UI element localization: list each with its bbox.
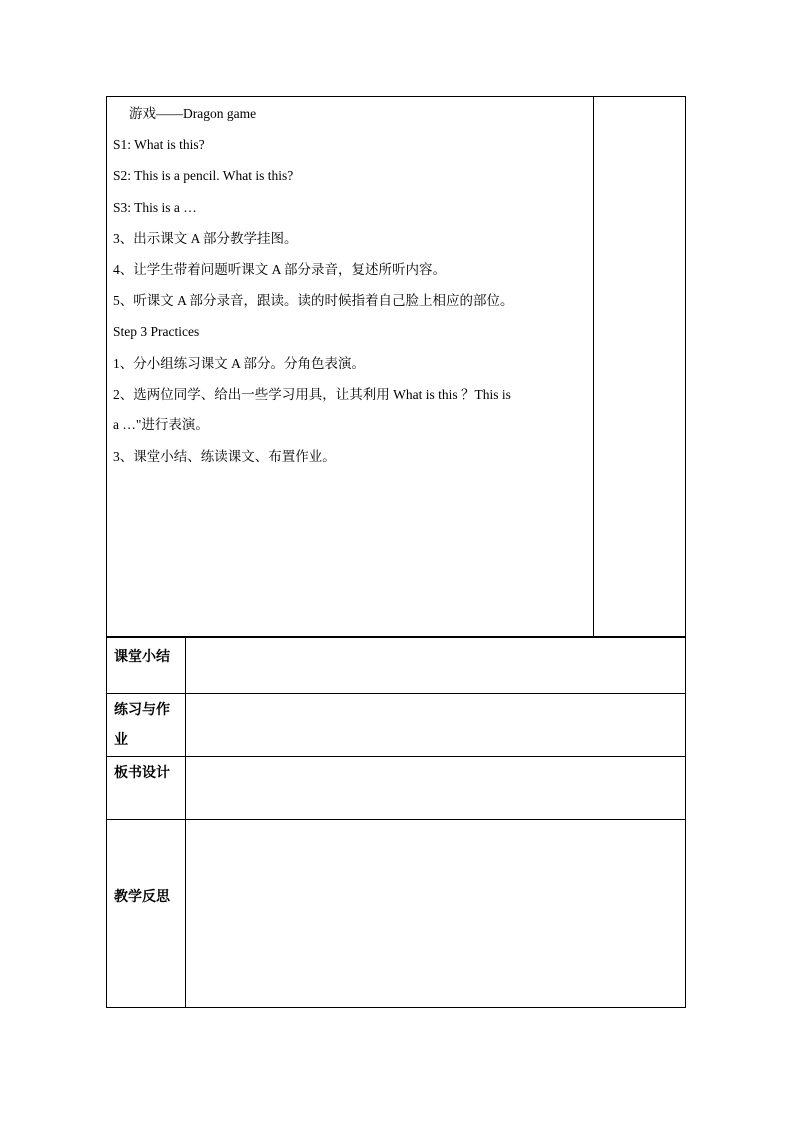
- activity-line: 2、选两位同学、给出一些学习用具，让其利用 What is this ？This is: [113, 387, 511, 402]
- notes-column-divider: [593, 97, 594, 636]
- activity-line: 游戏——Dragon game: [129, 106, 257, 121]
- activity-line: S3: This is a …: [113, 200, 197, 215]
- reflection-label: 教学反思: [114, 889, 170, 905]
- summary-content: [186, 638, 685, 693]
- homework-label-cell: [107, 694, 186, 756]
- activity-line: 3、出示课文 A 部分教学挂图。: [113, 231, 298, 246]
- activity-line: 1、分小组练习课文 A 部分。分角色表演。: [113, 356, 366, 371]
- reflection-label-cell: [107, 820, 186, 1007]
- teaching-process-cell: [106, 96, 686, 637]
- reflection-content: [186, 820, 685, 1007]
- blackboard-row: [106, 757, 686, 820]
- blackboard-label: 板书设计: [114, 765, 170, 781]
- activity-line: S2: This is a pencil. What is this?: [113, 168, 294, 183]
- activity-line: 4、让学生带着问题听课文 A 部分录音，复述所听内容。: [113, 262, 447, 277]
- homework-content: [186, 694, 685, 756]
- homework-label-line1: 练习与作: [114, 702, 170, 718]
- blackboard-label-cell: [107, 757, 186, 819]
- homework-row: [106, 694, 686, 757]
- activity-line: 3、课堂小结、练读课文、布置作业。: [113, 449, 336, 464]
- blackboard-content: [186, 757, 685, 819]
- summary-row: [106, 637, 686, 694]
- activity-line: Step 3 Practices: [113, 324, 200, 339]
- reflection-row: [106, 820, 686, 1008]
- summary-label-cell: [107, 638, 186, 693]
- activity-line: S1: What is this?: [113, 137, 205, 152]
- activity-line: a …"进行表演。: [113, 417, 209, 432]
- activity-line: 5、听课文 A 部分录音，跟读。读的时候指着自己脸上相应的部位。: [113, 293, 514, 308]
- summary-label: 课堂小结: [114, 649, 170, 665]
- homework-label-line2: 业: [114, 732, 128, 748]
